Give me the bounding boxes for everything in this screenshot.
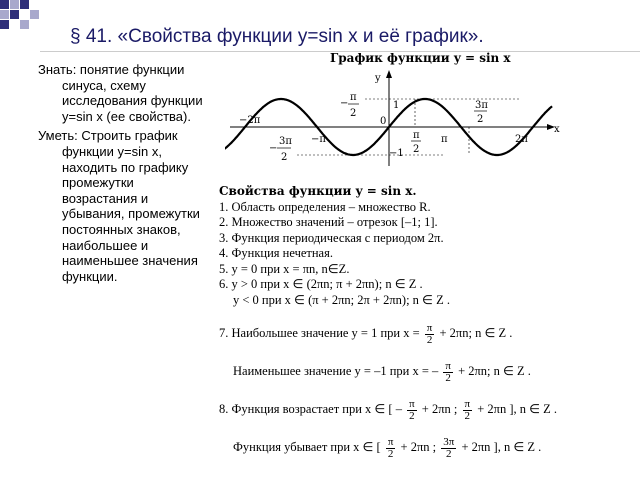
y-axis-arrow: [386, 70, 392, 78]
property-5: 5. y = 0 при x = πn, n∈Z.: [219, 261, 350, 276]
tick-label-minus-3pi-half-den: 2: [281, 152, 288, 163]
sine-graph: [225, 64, 565, 174]
properties-title: Свойства функции y = sin x.: [219, 184, 417, 198]
tick-label-one: 1: [393, 100, 400, 111]
know-paragraph: Знать: понятие функции синуса, схему исследования функции y=sin x (ее свойства).: [38, 62, 203, 124]
tick-label-minus-pi: −π: [311, 134, 326, 145]
properties-list: [219, 184, 634, 460]
objectives: [38, 62, 210, 288]
property-1: 1. Область определения – множество R.: [219, 199, 431, 214]
property-8-increasing: 8. Функция возрастает при x ∈ [ – $\frac{\pi}{2}$ + 2πn ; $\frac{\pi}{2}$ + 2πn ], n ∈ Z .: [219, 397, 558, 422]
tick-label-minus-one: −1: [389, 148, 404, 159]
tick-label-minus-3pi-half-num: 3π: [279, 136, 292, 147]
property-2: 2. Множество значений – отрезок [–1; 1].: [219, 215, 438, 229]
graph-title: График функции y = sin x: [330, 51, 511, 65]
property-8-decreasing: Функция убывает при x ∈ [ $\frac{\pi}{2}$ + 2πn ; $\frac{3\pi}{2}$ + 2πn ], n ∈ Z .: [233, 435, 542, 460]
tick-label-3pi-half-num: 3π: [475, 100, 488, 111]
can-paragraph: Уметь: Строить график функции y=sin x, находить по графику промежутки возрастания и убывания, промежутки постоянных знаков, наибольшее и наименьшее значения функции.: [38, 128, 200, 284]
tick-label-pi-half-den: 2: [413, 144, 420, 155]
property-6-positive: 6. y > 0 при x ∈ (2πn; π + 2πn); n ∈ Z .: [219, 277, 423, 291]
tick-label-3pi-half-den: 2: [477, 114, 484, 125]
tick-label-pi-half-num: π: [413, 130, 420, 141]
property-3: 3. Функция периодическая с периодом 2π.: [219, 230, 444, 245]
tick-label-2pi: 2π: [515, 134, 528, 145]
corner-decoration: [0, 0, 40, 40]
tick-label-minus-pi-half-sign: −: [340, 98, 349, 109]
tick-label-minus-pi-half-den: 2: [350, 108, 357, 119]
property-6-negative: y < 0 при x ∈ (π + 2πn; 2π + 2πn); n ∈ Z .: [233, 292, 450, 307]
tick-label-pi: π: [441, 134, 448, 145]
property-7-min: Наименьшее значение y = –1 при x = – $\frac{\pi}{2}$ + 2πn; n ∈ Z .: [233, 359, 531, 384]
origin-label: 0: [380, 116, 387, 127]
property-7-max: 7. Наибольшее значение y = 1 при x = $\frac{\pi}{2}$ + 2πn; n ∈ Z .: [219, 321, 513, 346]
slide-title: § 41. «Свойства функции y=sin x и её график».: [70, 26, 484, 47]
tick-label-minus-3pi-half-sign: −: [269, 143, 278, 154]
y-axis-label: y: [375, 73, 381, 84]
x-axis-label: x: [554, 124, 560, 135]
tick-label-minus-pi-half-num: π: [350, 92, 357, 103]
property-4: 4. Функция нечетная.: [219, 246, 333, 260]
tick-label-minus-2pi: −2π: [239, 115, 261, 126]
